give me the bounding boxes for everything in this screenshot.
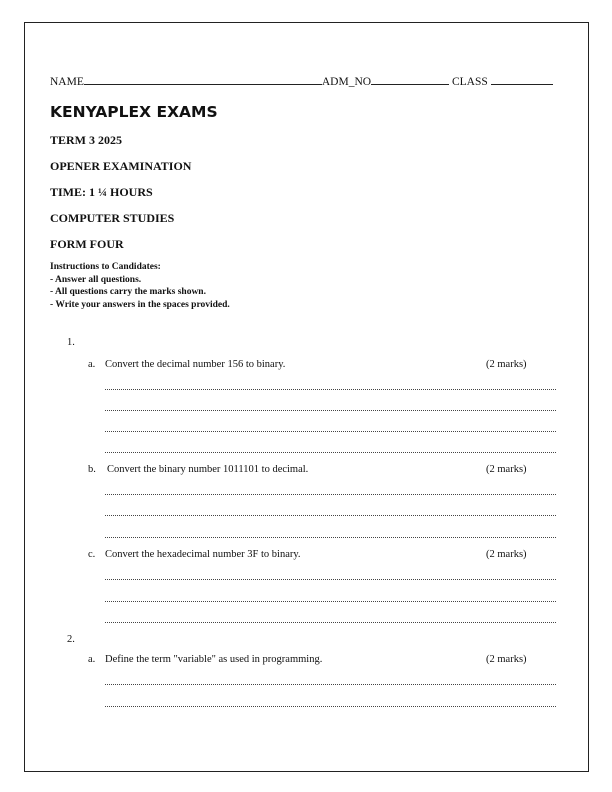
question-text: Convert the binary number 1011101 to decimal. [107, 464, 309, 475]
exam-time: TIME: 1 ¼ HOURS [50, 185, 153, 199]
instruction-item: - Write your answers in the spaces provided. [50, 299, 230, 310]
student-details-line [50, 74, 553, 88]
marks-label: (2 marks) [486, 549, 527, 560]
part-label: a. [88, 359, 96, 370]
answer-line[interactable] [105, 389, 556, 390]
part-label: c. [88, 549, 96, 560]
exam-name: OPENER EXAMINATION [50, 159, 192, 173]
question-text: Convert the hexadecimal number 3F to binary. [105, 549, 301, 560]
question-text: Convert the decimal number 156 to binary. [105, 359, 286, 370]
marks-label: (2 marks) [486, 359, 527, 370]
school-title: KENYAPLEX EXAMS [50, 103, 218, 121]
answer-line[interactable] [105, 601, 556, 602]
answer-line[interactable] [105, 537, 556, 538]
term: TERM 3 2025 [50, 133, 122, 147]
instruction-item: - Answer all questions. [50, 274, 142, 285]
answer-line[interactable] [105, 410, 556, 411]
answer-line[interactable] [105, 706, 556, 707]
instructions [50, 261, 230, 311]
question-number: 2. [67, 634, 75, 645]
marks-label: (2 marks) [486, 464, 527, 475]
form-level: FORM FOUR [50, 237, 124, 251]
question-text: Define the term "variable" as used in programming. [105, 654, 323, 665]
class-label: CLASS [451, 76, 488, 88]
answer-line[interactable] [105, 431, 556, 432]
instruction-item: - All questions carry the marks shown. [50, 287, 206, 297]
answer-line[interactable] [105, 579, 556, 580]
answer-line[interactable] [105, 684, 556, 685]
question-number: 1. [67, 337, 75, 348]
name-label: NAME [50, 76, 84, 88]
adm-no-label: ADM_NO [321, 76, 372, 88]
answer-line[interactable] [105, 494, 556, 495]
subject: COMPUTER STUDIES [50, 211, 175, 225]
class-field[interactable] [491, 74, 553, 85]
answer-line[interactable] [105, 452, 556, 453]
answer-line[interactable] [105, 515, 556, 516]
instructions-heading: Instructions to Candidates: [50, 262, 161, 272]
name-field[interactable] [84, 74, 322, 85]
part-label: b. [88, 464, 96, 475]
part-label: a. [88, 654, 96, 665]
answer-line[interactable] [105, 622, 556, 623]
adm-no-field[interactable] [371, 74, 449, 85]
marks-label: (2 marks) [486, 654, 527, 665]
